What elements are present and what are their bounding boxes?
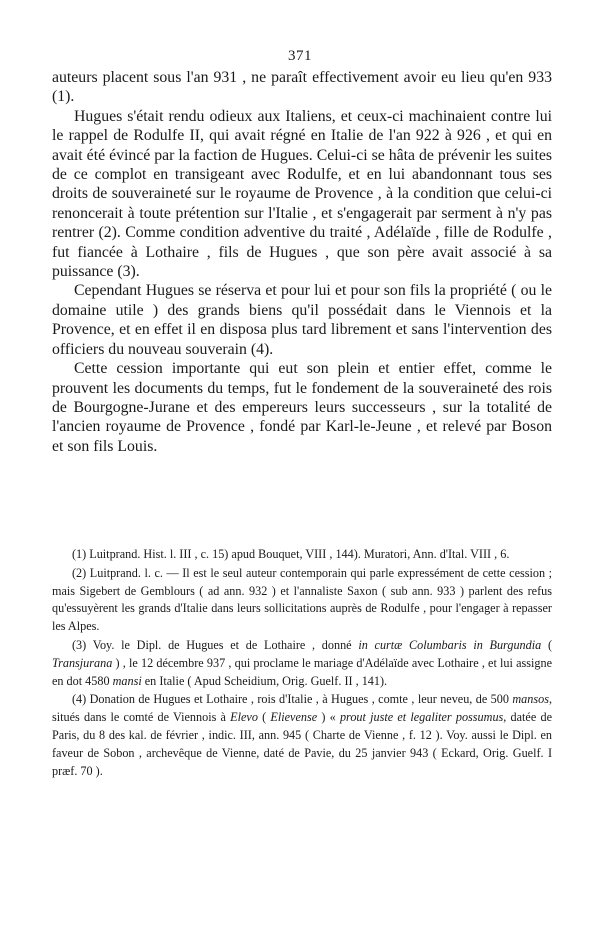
main-text [52, 68, 552, 456]
paragraph-continuation: auteurs placent sous l'an 931 , ne paraît effectivement avoir eu lieu qu'en 933 (1). [52, 69, 552, 106]
page-number: 371 [288, 48, 312, 64]
paragraph: Hugues s'était rendu odieux aux Italiens, et ceux-ci machinaient contre lui le rappel de Rodulfe II, qui avait régné en Italie de l'an 922 à 926 , et qui en avait été évincé par la faction de Hugues. Celui-ci se hâta de prévenir les suites de ce complot en transigeant avec Rodulfe, et en lui abandonnant tous ses droits de souveraineté sur le royaume de Provence , à la condition que celui-ci renoncerait à toute prétention sur l'Italie , et s'engagerait par serment à n'y pas rentrer (2). Comme condition adventive du traité , Adélaïde , fille de Rodulfe , fut fiancée à Lothaire , fils de Hugues , que son père avait associé à sa puissance (3). [52, 107, 552, 281]
footnote-3-text: ( [541, 637, 553, 652]
footnote-4-text: (4) Donation de Hugues et Lothaire , rois d'Italie , à Hugues , comte , leur neveu, de 500 [72, 692, 513, 707]
footnote-4-text: , datée de Paris, du 8 des kal. de février , indic. III, ann. 945 ( Charte de Vienne , f. 12 ). Voy. aussi le Dipl. en faveur de Sobon , archevêque de Vienne, daté de Pavie, du 25 janvier 943 ( Eckard, Orig. Guelf. I præf. 70 ). [52, 710, 552, 778]
footnote-3-italic: mansi [112, 673, 142, 688]
footnote-4-text: , situés dans le comté de Viennois à [52, 692, 552, 725]
footnote-4 [52, 691, 552, 780]
footnote-4-italic: Elievense [270, 710, 318, 725]
paragraph: Cette cession importante qui eut son plein et entier effet, comme le prouvent les documents du temps, fut le fondement de la souveraineté des rois de Bourgogne-Jurane et des empereurs leurs successeurs , sur la totalité de l'ancien royaume de Provence , fondé par Karl-le-Jeune , et relevé par Boson et son fils Louis. [52, 360, 552, 455]
footnote-4-italic: mansos [512, 692, 549, 707]
footnote-4-italic: prout juste et legaliter possumus [339, 710, 504, 725]
footnote-3-text: (3) Voy. le Dipl. de Hugues et de Lothaire , donné [72, 637, 359, 652]
footnote-3-italic: in curtæ Columbaris in Burgundia [358, 637, 542, 652]
footnote-3-text: ) , le 12 décembre 937 , qui proclame le mariage d'Adélaïde avec Lothaire , et lui assigne en dot 4580 [52, 655, 552, 688]
footnote-2: (2) Luitprand. l. c. — Il est le seul auteur contemporain qui parle expressément de cette cession ; mais Sigebert de Gemblours ( ad ann. 932 ) et l'annaliste Saxon ( sub ann. 933 ) parlent des refus qu'essuyèrent les grands d'Italie dans leurs sollicitations auprès de Rodulfe , pour l'engager à repasser les Alpes. [52, 565, 552, 634]
footnote-3-italic: Transjurana [52, 655, 113, 670]
footnote-3-text: en Italie ( Apud Scheidium, Orig. Guelf. II , 141). [141, 673, 388, 688]
footnote-4-text: ( [257, 710, 271, 725]
paragraph: Cependant Hugues se réserva et pour lui et pour son fils la propriété ( ou le domaine utile ) des grands biens qu'il possédait dans le Viennois et la Provence, et en effet il en disposa plus tard librement et sans l'intervention des officiers du nouveau souverain (4). [52, 282, 552, 358]
footnote-3 [52, 637, 552, 690]
footnotes [52, 546, 552, 780]
footnote-4-italic: Elevo [230, 710, 258, 725]
footnote-1: (1) Luitprand. Hist. l. III , c. 15) apud Bouquet, VIII , 144). Muratori, Ann. d'Ital. VIII , 6. [72, 547, 510, 561]
footnote-4-text: ) « [317, 710, 340, 725]
